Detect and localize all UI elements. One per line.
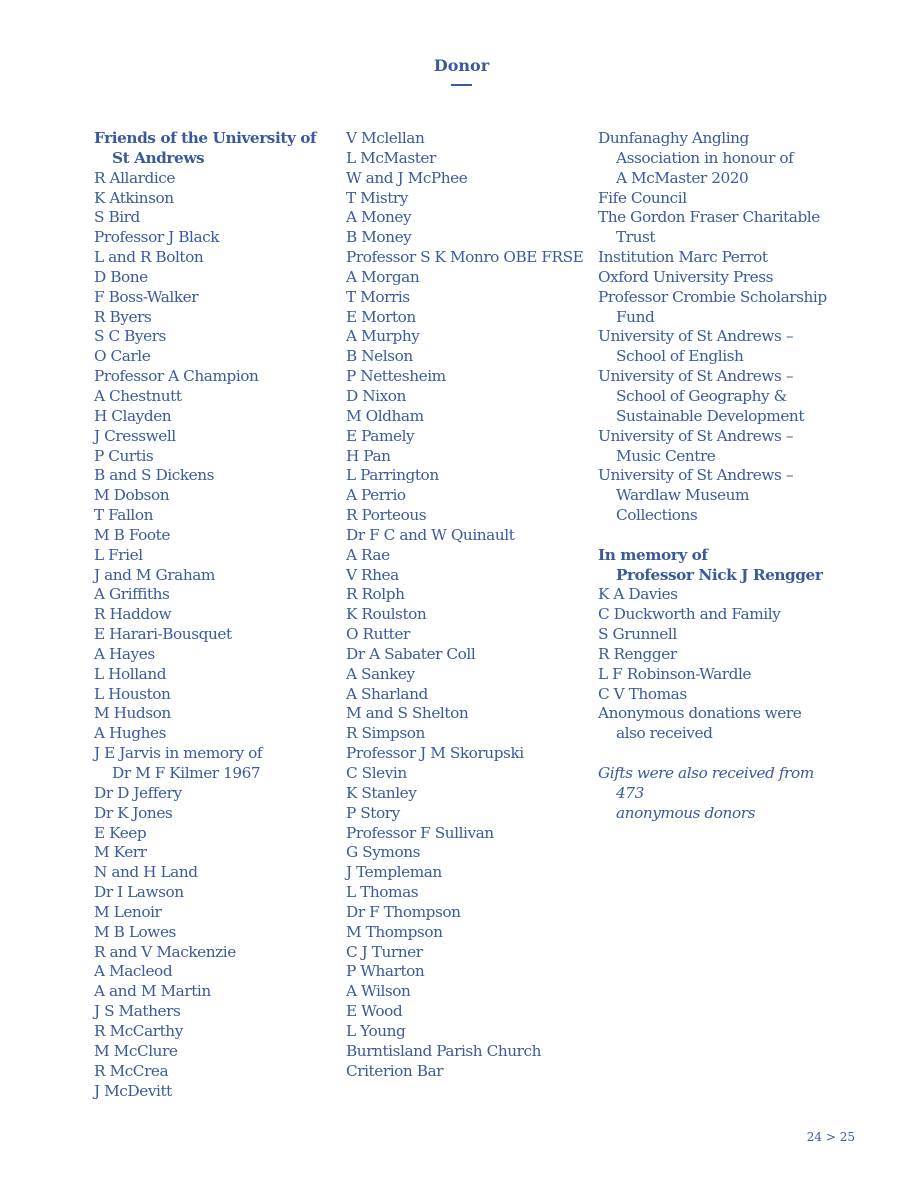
- organisation-entry: University of St Andrews – Wardlaw Museum Collections: [598, 466, 794, 525]
- donor-name: Professor J M Skorupski: [346, 744, 524, 763]
- donor-name: Dr A Sabater Coll: [346, 644, 476, 663]
- donor-name: J S Mathers: [94, 1002, 181, 1021]
- donor-name: H Clayden: [94, 406, 172, 425]
- donor-name: R Byers: [94, 307, 152, 326]
- donor-name: D Bone: [94, 267, 148, 286]
- donor-name: K Roulston: [346, 605, 427, 624]
- donor-name: Professor A Champion: [94, 367, 259, 386]
- donor-name: O Carle: [94, 347, 151, 366]
- donor-name: L Young: [346, 1021, 406, 1040]
- donor-name: A Perrio: [346, 486, 406, 505]
- donor-name: P Story: [346, 803, 400, 822]
- donor-name: A and M Martin: [94, 982, 211, 1001]
- friends-heading: Friends of the University of St Andrews: [94, 129, 317, 167]
- donor-name: R McCrea: [94, 1061, 169, 1080]
- donor-name: C J Turner: [346, 942, 423, 961]
- donor-name: L Parrington: [346, 466, 439, 485]
- donor-name: T Mistry: [346, 188, 408, 207]
- donor-name: A Hughes: [94, 724, 167, 743]
- donor-name: V Rhea: [346, 565, 399, 584]
- page-title: Donor: [433, 56, 490, 75]
- donor-name: R Haddow: [94, 605, 172, 624]
- donor-name: C Slevin: [346, 764, 407, 782]
- donor-name: K Atkinson: [94, 188, 174, 207]
- donor-name: L and R Bolton: [94, 248, 204, 267]
- donor-name: B Nelson: [346, 347, 413, 366]
- donor-name: A Rae: [346, 545, 390, 564]
- donor-name: L Thomas: [346, 883, 419, 902]
- donor-name: L Houston: [94, 684, 171, 703]
- donor-name: M Oldham: [346, 406, 424, 425]
- anonymous-note: Gifts were also received from 473 anonymous donors: [598, 764, 814, 822]
- donor-name: Professor J Black: [94, 228, 220, 247]
- donor-name: L Holland: [94, 664, 167, 683]
- donor-name: G Symons: [346, 843, 421, 862]
- donor-name: R Rolph: [346, 585, 405, 604]
- donor-name: M B Lowes: [94, 922, 176, 941]
- donor-name: M and S Shelton: [346, 704, 469, 723]
- donor-name: F Boss-Walker: [94, 287, 199, 306]
- organisation-entry: Dunfanaghy Angling Association in honour of A McMaster 2020: [598, 129, 794, 187]
- donor-name: J and M Graham: [94, 565, 215, 584]
- donor-name: Dr F Thompson: [346, 902, 461, 921]
- donor-name: S C Byers: [94, 327, 166, 346]
- donor-name: J Templeman: [346, 863, 442, 882]
- donor-name: A Chestnutt: [94, 386, 182, 405]
- donor-name: K A Davies: [598, 585, 678, 604]
- donor-name: R Porteous: [346, 506, 427, 525]
- donor-name: T Fallon: [94, 506, 154, 525]
- donor-name: R and V Mackenzie: [94, 942, 236, 961]
- donor-name: R Rengger: [598, 644, 677, 663]
- donor-name: J Cresswell: [94, 426, 176, 445]
- donor-name: A Money: [346, 208, 412, 227]
- organisation-entry: Institution Marc Perrot: [598, 248, 768, 267]
- title-rule: [451, 84, 472, 86]
- names-list-1b: [94, 784, 334, 1102]
- donor-name: Dr F C and W Quinault: [346, 525, 515, 544]
- donor-name: J McDevitt: [94, 1081, 172, 1100]
- donor-name: R McCarthy: [94, 1021, 183, 1040]
- org-list: [598, 129, 838, 526]
- donor-name: M Lenoir: [94, 902, 162, 921]
- donor-name: M Dobson: [94, 486, 170, 505]
- donor-name: A Sharland: [346, 684, 428, 703]
- donor-name: Burntisland Parish Church: [346, 1041, 542, 1060]
- donor-name: Dr D Jeffery: [94, 783, 182, 802]
- anonymous-entry: Anonymous donations were also received: [598, 704, 802, 743]
- donor-name: C Duckworth and Family: [598, 605, 781, 624]
- donor-name: A Wilson: [346, 982, 411, 1001]
- donor-name: P Curtis: [94, 446, 154, 465]
- donor-name: S Bird: [94, 208, 140, 227]
- donor-name: E Morton: [346, 307, 416, 326]
- donor-name: C V Thomas: [598, 684, 687, 703]
- donor-name: L McMaster: [346, 148, 436, 167]
- donor-name: R Simpson: [346, 724, 425, 743]
- donor-name: A Morgan: [346, 267, 420, 286]
- page-numbers: 24 > 25: [806, 1130, 855, 1144]
- donor-name: B Money: [346, 228, 412, 247]
- donor-name: M B Foote: [94, 525, 170, 544]
- donor-name: P Nettesheim: [346, 367, 446, 386]
- donor-column-2: [346, 129, 591, 1082]
- donor-name: Criterion Bar: [346, 1061, 444, 1080]
- donor-name: E Keep: [94, 823, 147, 842]
- donor-name: T Morris: [346, 287, 410, 306]
- names-list-2: [346, 129, 591, 1082]
- organisation-entry: Professor Crombie Scholarship Fund: [598, 287, 827, 326]
- donor-name: A Murphy: [346, 327, 420, 346]
- donor-name: N and H Land: [94, 863, 198, 882]
- donor-name: A Hayes: [94, 644, 155, 663]
- memory-heading: In memory of Professor Nick J Rengger: [598, 545, 823, 584]
- donor-name: L F Robinson-Wardle: [598, 664, 752, 683]
- donor-name: E Pamely: [346, 426, 415, 445]
- organisation-entry: University of St Andrews – School of English: [598, 327, 794, 366]
- donor-name: E Wood: [346, 1002, 403, 1021]
- jarvis-entry: J E Jarvis in memory of Dr M F Kilmer 1967: [94, 744, 263, 782]
- donor-name: H Pan: [346, 446, 391, 465]
- donor-name: Dr I Lawson: [94, 883, 184, 902]
- donor-name: K Stanley: [346, 783, 417, 802]
- names-list-1a: [94, 169, 334, 744]
- organisation-entry: The Gordon Fraser Charitable Trust: [598, 208, 820, 247]
- donor-name: S Grunnell: [598, 625, 677, 644]
- donor-name: Dr K Jones: [94, 803, 173, 822]
- donor-name: W and J McPhee: [346, 168, 468, 187]
- organisation-entry: Fife Council: [598, 188, 687, 207]
- donor-name: D Nixon: [346, 386, 406, 405]
- donor-name: Professor S K Monro OBE FRSE: [346, 248, 584, 267]
- organisation-entry: University of St Andrews – Music Centre: [598, 426, 794, 465]
- donor-name: E Harari-Bousquet: [94, 625, 232, 644]
- donor-column-3: [598, 129, 838, 824]
- memory-names-list: [598, 585, 838, 704]
- donor-name: M McClure: [94, 1041, 178, 1060]
- donor-column-1: [94, 129, 334, 1101]
- donor-name: A Sankey: [346, 664, 415, 683]
- donor-name: A Griffiths: [94, 585, 170, 604]
- donor-name: B and S Dickens: [94, 466, 215, 485]
- donor-name: M Kerr: [94, 843, 147, 862]
- donor-name: R Allardice: [94, 168, 175, 187]
- donor-name: M Hudson: [94, 704, 171, 723]
- donor-name: O Rutter: [346, 625, 410, 644]
- organisation-entry: University of St Andrews – School of Geography & Sustainable Development: [598, 367, 805, 425]
- donor-name: A Macleod: [94, 962, 173, 981]
- donor-name: P Wharton: [346, 962, 425, 981]
- organisation-entry: Oxford University Press: [598, 267, 774, 286]
- donor-name: L Friel: [94, 545, 143, 564]
- donor-name: V Mclellan: [346, 129, 425, 147]
- donor-name: M Thompson: [346, 922, 443, 941]
- donor-name: Professor F Sullivan: [346, 823, 494, 842]
